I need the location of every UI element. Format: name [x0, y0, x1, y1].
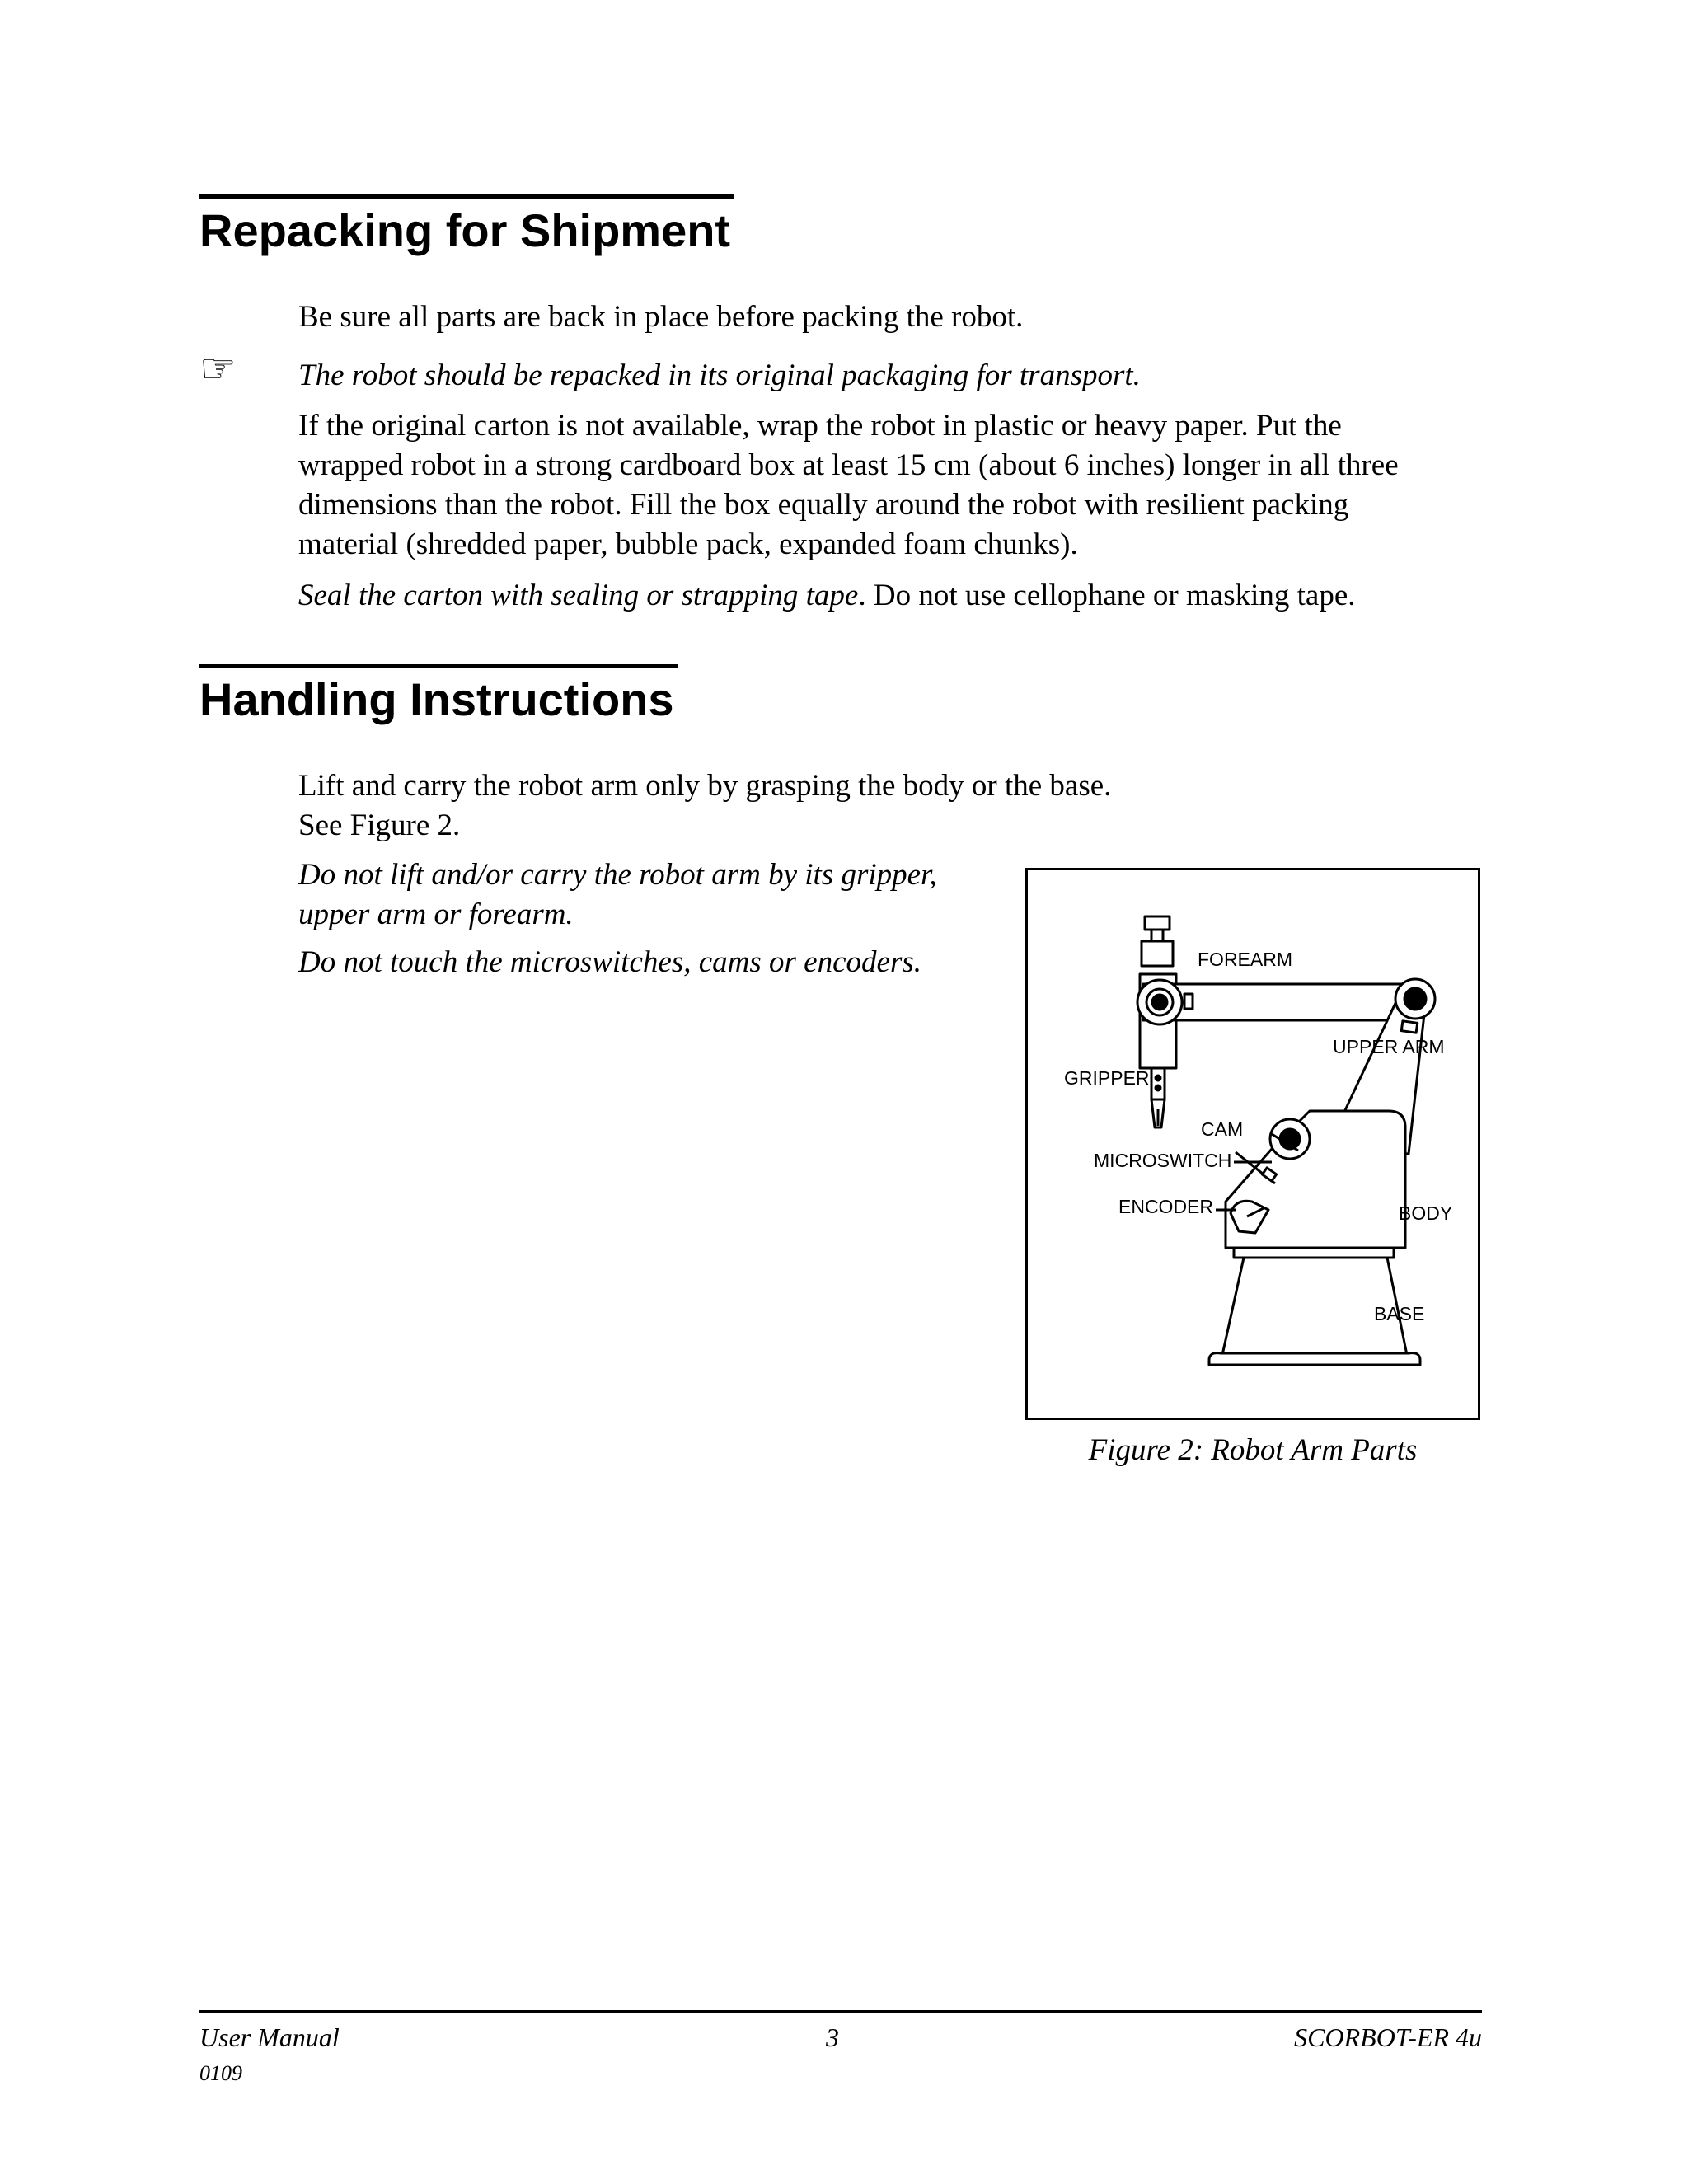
section-rule-handling: [199, 664, 678, 668]
label-encoder: ENCODER: [1118, 1196, 1214, 1217]
heading-handling: Handling Instructions: [199, 673, 674, 725]
para-see-figure: See Figure 2.: [298, 808, 461, 842]
footer-rule: [199, 2010, 1482, 2013]
figure-caption: Figure 2: Robot Arm Parts: [1088, 1433, 1418, 1467]
label-microswitch: MICROSWITCH: [1094, 1150, 1232, 1171]
para-seal-carton: [298, 576, 1485, 616]
robot-arm-diagram: [1028, 870, 1478, 1418]
pointing-hand-icon: ☞: [199, 345, 237, 391]
footer-left: User Manual: [199, 2022, 340, 2052]
label-gripper: GRIPPER: [1064, 1067, 1150, 1089]
label-forearm: FOREARM: [1198, 949, 1292, 970]
para-carton-instructions: If the original carton is not available, wrap the robot in plastic or heavy paper. Put the wrapped robot in a strong cardboard box at least 15 cm (about 6 inches) longer in all three dimensions than the robot. Fill the box equally around the robot with resilient packing material (shredded paper, bubble pack, expanded foam chunks).: [298, 409, 1399, 561]
section-rule-repacking: [199, 194, 734, 199]
para-do-not-lift: Do not lift and/or carry the robot arm by its gripper, upper arm or forearm.: [298, 858, 937, 931]
footer-page-number: 3: [826, 2022, 839, 2052]
para-original-packaging-note: The robot should be repacked in its original packaging for transport.: [298, 359, 1141, 392]
figure-robot-arm: [1025, 868, 1480, 1420]
seal-carton-rest: . Do not use cellophane or masking tape.: [858, 579, 1356, 612]
seal-carton-emphasis: Seal the carton with sealing or strapping tape: [298, 579, 859, 612]
para-do-not-touch: Do not touch the microswitches, cams or encoders.: [298, 945, 921, 979]
footer-code: 0109: [199, 2061, 242, 2085]
heading-repacking: Repacking for Shipment: [199, 204, 731, 256]
label-base: BASE: [1374, 1303, 1425, 1324]
label-cam: CAM: [1201, 1118, 1244, 1140]
label-upper-arm: UPPER ARM: [1333, 1036, 1445, 1057]
label-body: BODY: [1399, 1202, 1453, 1224]
para-parts-in-place: Be sure all parts are back in place before packing the robot.: [298, 300, 1024, 334]
para-lift-carry: Lift and carry the robot arm only by grasping the body or the base.: [298, 769, 1112, 803]
footer-right: SCORBOT-ER 4u: [1294, 2022, 1482, 2052]
